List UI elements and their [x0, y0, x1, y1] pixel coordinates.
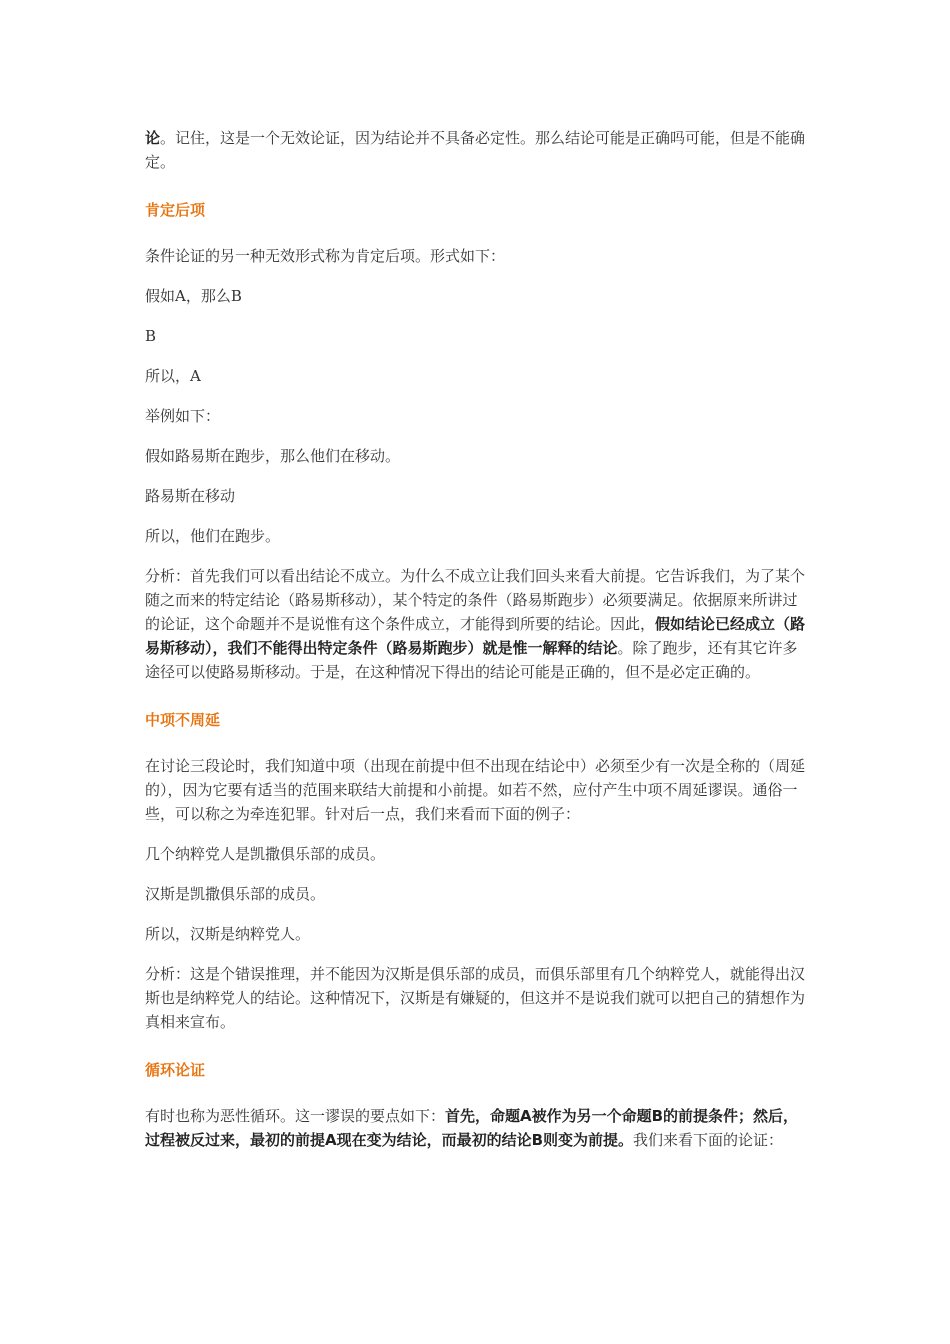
- example-line: 路易斯在移动: [145, 487, 236, 505]
- analysis-paragraph: [145, 564, 810, 684]
- analysis-text: 。除了跑步，还有其它许多途径可以使路易斯移动。于是，在这种情况下得出的结论可能是正确的，但不是必定正确的。: [145, 639, 798, 681]
- analysis-text: 分析：首先我们可以看出结论不成立。为什么不成立让我们回头来看大前提。它告诉我们，为了某个随之而来的特定结论（路易斯移动），某个特定的条件（路易斯跑步）必须要满足。依据原来所讲过的论证，这个命题并不是说惟有这个条件成立，才能得到所要的结论。因此，: [145, 567, 806, 633]
- bold-text: 假如结论已经成立（路易斯移动），我们不能得出特定条件（路易斯跑步）就是惟一解释的结论: [145, 615, 806, 657]
- example-line: 假如路易斯在跑步，那么他们在移动。: [145, 447, 401, 465]
- paragraph-text: 在讨论三段论时，我们知道中项（出现在前提中但不出现在结论中）必须至少有一次是全称的（周延的），因为它要有适当的范围来联结大前提和小前提。如若不然，应付产生中项不周延谬误。通俗一些，可以称之为牵连犯罪。针对后一点，我们来看而下面的例子：: [145, 757, 806, 823]
- form-line: B: [145, 327, 157, 345]
- paragraph-text: [145, 1104, 810, 1152]
- paragraph-text: 。记住，这是一个无效论证，因为结论并不具备必定性。那么结论可能是正确吗可能，但是不能确定。: [145, 129, 806, 171]
- section-heading-undistributed-middle: 中项不周延: [145, 711, 221, 729]
- paragraph-text-part: 我们来看下面的论证：: [633, 1131, 784, 1149]
- paragraph-text-part: 有时也称为恶性循环。这一谬误的要点如下：: [145, 1107, 446, 1125]
- example-label: 举例如下：: [145, 407, 221, 425]
- bold-text: 首先，命题A被作为另一个命题B的前提条件；然后，过程被反过来，最初的前提A现在变为结论，而最初的结论B则变为前提。: [145, 1107, 799, 1149]
- analysis-paragraph: 分析：这是个错误推理，并不能因为汉斯是俱乐部的成员，而俱乐部里有几个纳粹党人，就能得出汉斯也是纳粹党人的结论。这种情况下，汉斯是有嫌疑的，但这并不是说我们就可以把自己的猜想作为真相来宣布。: [145, 965, 806, 1031]
- paragraph-intro: [145, 126, 810, 174]
- paragraph-text: 条件论证的另一种无效形式称为肯定后项。形式如下：: [145, 247, 506, 265]
- example-line: 所以，他们在跑步。: [145, 527, 281, 545]
- bold-text: 论: [145, 129, 161, 147]
- example-line: 几个纳粹党人是凯撒俱乐部的成员。: [145, 845, 386, 863]
- example-line: 汉斯是凯撒俱乐部的成员。: [145, 885, 326, 903]
- section-heading-circular-reasoning: 循环论证: [145, 1061, 206, 1079]
- example-line: 所以，汉斯是纳粹党人。: [145, 925, 311, 943]
- section-heading-affirming-consequent: 肯定后项: [145, 201, 206, 219]
- document-page: [145, 126, 810, 1168]
- form-line: 所以，A: [145, 367, 201, 385]
- form-line: 假如A，那么B: [145, 287, 242, 305]
